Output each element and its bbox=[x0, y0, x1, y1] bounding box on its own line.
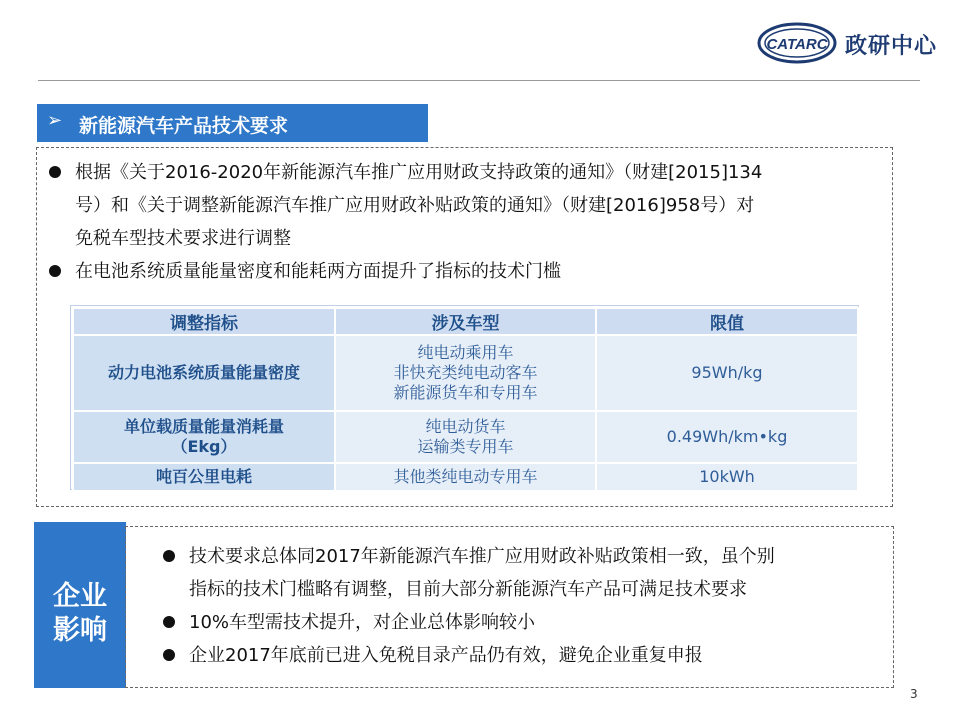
table-cell-limit: 10kWh bbox=[596, 463, 858, 491]
technical-requirements-table bbox=[72, 307, 859, 492]
table-cell-limit: 0.49Wh/km•kg bbox=[596, 411, 858, 463]
vehicle-text: 新能源货车和专用车 bbox=[393, 383, 538, 402]
intro-bullet1-line3: 免税车型技术要求进行调整 bbox=[75, 228, 291, 249]
brand-name: 政研中心 bbox=[845, 34, 938, 59]
impact-label-line2: 影响 bbox=[53, 615, 107, 646]
intro-bullet1-line2: 号）和《关于调整新能源汽车推广应用财政补贴政策的通知》（财建[2016]958号）对 bbox=[75, 195, 755, 216]
table-row bbox=[73, 335, 858, 411]
impact-label bbox=[34, 522, 126, 688]
table-row bbox=[73, 411, 858, 463]
section-title: 新能源汽车产品技术要求 bbox=[79, 115, 289, 137]
vehicle-text: 其他类纯电动专用车 bbox=[393, 467, 538, 486]
impact-bullet2: 10%车型需技术提升，对企业总体影响较小 bbox=[189, 612, 536, 633]
impact-bullet3: 企业2017年底前已进入免税目录产品仍有效，避免企业重复申报 bbox=[189, 645, 703, 666]
table-cell-indicator bbox=[73, 463, 335, 491]
table-cell-vehicles bbox=[335, 335, 596, 411]
indicator-text: 动力电池系统质量能量密度 bbox=[107, 363, 300, 382]
bullet-dot-icon bbox=[49, 166, 61, 178]
table-cell-indicator bbox=[73, 335, 335, 411]
intro-bullet2: 在电池系统质量能量密度和能耗两方面提升了指标的技术门槛 bbox=[75, 261, 561, 282]
section-banner bbox=[37, 104, 428, 142]
table-cell-vehicles bbox=[335, 463, 596, 491]
impact-label-line1: 企业 bbox=[53, 581, 107, 612]
indicator-text: （Ekg） bbox=[171, 437, 237, 456]
table-header-row bbox=[73, 308, 858, 335]
table-header-vehicles: 涉及车型 bbox=[335, 308, 596, 335]
bullet-dot-icon bbox=[49, 265, 61, 277]
indicator-text: 吨百公里电耗 bbox=[155, 467, 252, 486]
impact-bullet1-line1: 技术要求总体同2017年新能源汽车推广应用财政补贴政策相一致，虽个别 bbox=[189, 546, 775, 567]
table-cell-vehicles bbox=[335, 411, 596, 463]
bullet-dot-icon bbox=[163, 649, 175, 661]
intro-bullet1-line1: 根据《关于2016-2020年新能源汽车推广应用财政支持政策的通知》（财建[2015]134 bbox=[75, 162, 763, 183]
table-cell-indicator bbox=[73, 411, 335, 463]
header-divider bbox=[38, 80, 920, 81]
logo-mark-text: CATARC bbox=[766, 36, 828, 53]
table-header-limit: 限值 bbox=[596, 308, 858, 335]
impact-bullet1-line2: 指标的技术门槛略有调整，目前大部分新能源汽车产品可满足技术要求 bbox=[189, 579, 747, 600]
vehicle-text: 纯电动乘用车 bbox=[417, 343, 514, 362]
bullet-dot-icon bbox=[163, 550, 175, 562]
catarc-logo-mark bbox=[757, 22, 837, 64]
arrow-bullet-icon: ➢ bbox=[47, 110, 63, 131]
catarc-logo bbox=[757, 22, 937, 66]
vehicle-text: 运输类专用车 bbox=[417, 437, 514, 456]
page-number: 3 bbox=[910, 687, 918, 701]
table-row bbox=[73, 463, 858, 491]
table-cell-limit: 95Wh/kg bbox=[596, 335, 858, 411]
bullet-dot-icon bbox=[163, 616, 175, 628]
vehicle-text: 纯电动货车 bbox=[425, 417, 506, 436]
vehicle-text: 非快充类纯电动客车 bbox=[393, 363, 538, 382]
table-header-indicator: 调整指标 bbox=[73, 308, 335, 335]
indicator-text: 单位载质量能量消耗量 bbox=[123, 417, 284, 436]
